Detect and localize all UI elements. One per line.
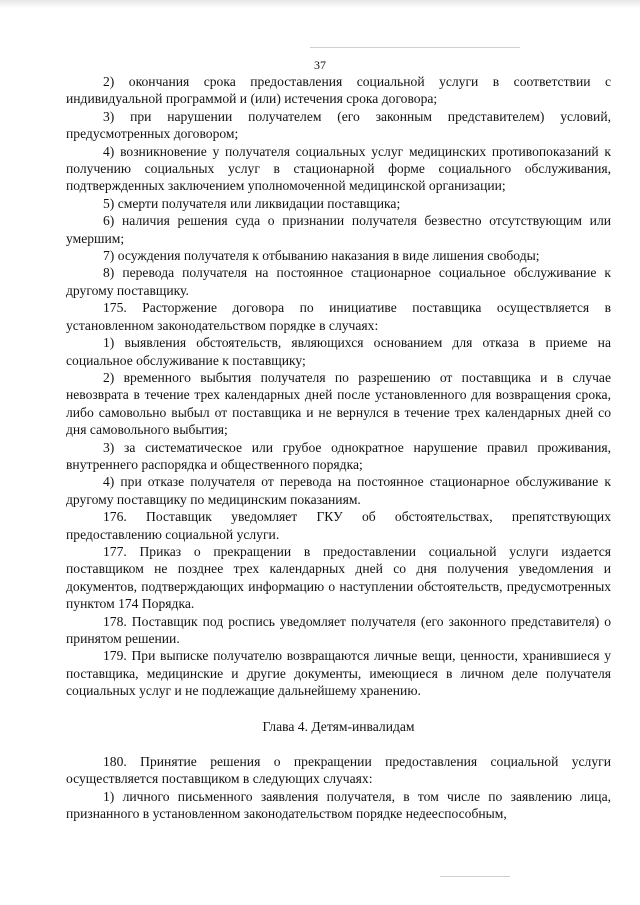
- list-item-8: 8) перевода получателя на постоянное стационарное социальное обслуживание к другому поставщику.: [66, 265, 611, 298]
- scan-noise-line: [310, 47, 520, 48]
- clause-175-item-3: 3) за систематическое или грубое однократное нарушение правил проживания, внутреннего распорядка и общественного порядка;: [66, 439, 611, 472]
- clause-176: 176. Поставщик уведомляет ГКУ об обстоятельствах, препятствующих предоставлению социальной услуги.: [66, 509, 611, 542]
- scan-noise-line: [440, 876, 510, 877]
- list-item-3: 3) при нарушении получателем (его законным представителем) условий, предусмотренных договором;: [66, 108, 611, 142]
- chapter-heading: Глава 4. Детям-инвалидам: [262, 718, 415, 734]
- scan-edge-shadow: [0, 0, 640, 8]
- clause-175-item-2: 2) временного выбытия получателя по разрешению от поставщика и в случае невозврата в течение трех календарных дней после установленного для возвращения срока, либо самовольно выбыл от поставщика и не вернулся в течение трех календарных дней со дня самовольного выбытия;: [66, 369, 611, 438]
- clause-175-item-1: 1) выявления обстоятельств, являющихся основанием для отказа в приеме на социальное обслуживание к поставщику;: [66, 335, 611, 368]
- list-item-4: 4) возникновение у получателя социальных услуг медицинских противопоказаний к получению социальных услуг в стационарной форме социального обслуживания, подтвержденных заключением уполномоченной медицинской организации;: [66, 143, 611, 194]
- list-item-5: 5) смерти получателя или ликвидации поставщика;: [103, 195, 401, 211]
- list-item-2: 2) окончания срока предоставления социальной услуги в соответствии с индивидуальной программой и (или) истечения срока договора;: [66, 74, 611, 107]
- clause-175: 175. Расторжение договора по инициативе поставщика осуществляется в установленном законодательством порядке в случаях:: [66, 300, 611, 333]
- document-body: [66, 73, 611, 823]
- clause-178: 178. Поставщик под роспись уведомляет получателя (его законного представителя) о принятом решении.: [66, 613, 611, 646]
- clause-180: 180. Принятие решения о прекращении предоставления социальной услуги осуществляется поставщиком в следующих случаях:: [66, 754, 611, 787]
- page-number: 37: [314, 58, 326, 72]
- clause-177: 177. Приказ о прекращении в предоставлении социальной услуги издается поставщиком не позднее трех календарных дней со дня получения уведомления и документов, подтверждающих информацию о наступлении обстоятельств, предусмотренных пунктом 174 Порядка.: [66, 543, 611, 612]
- clause-179: 179. При выписке получателю возвращаются личные вещи, ценности, хранившиеся у поставщика, медицинские и другие документы, имеющиеся в личном деле получателя социальных услуг и не подлежащие дальнейшему хранению.: [66, 648, 611, 699]
- clause-180-item-1: 1) личного письменного заявления получателя, в том числе по заявлению лица, признанного в установленном законодательством порядке недееспособным,: [66, 788, 611, 822]
- list-item-6: 6) наличия решения суда о признании получателя безвестно отсутствующим или умершим;: [66, 213, 611, 246]
- clause-175-item-4: 4) при отказе получателя от перевода на постоянное стационарное обслуживание к другому поставщику по медицинским показаниям.: [66, 474, 611, 507]
- list-item-7: 7) осуждения получателя к отбыванию наказания в виде лишения свободы;: [103, 248, 540, 264]
